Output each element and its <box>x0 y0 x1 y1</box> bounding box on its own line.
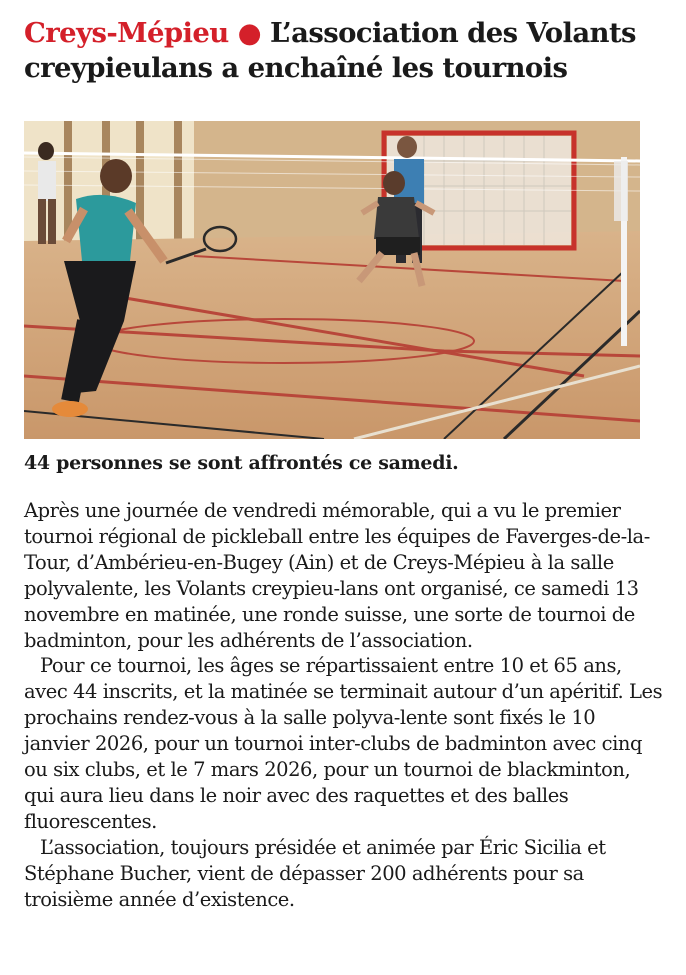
separator-bullet: ● <box>237 17 262 49</box>
article-paragraph: Après une journée de vendredi mémorable, qui a vu le premier tournoi régional de pickleball entre les équipes de Faverges-de-la-Tour, d’Ambérieu-en-Bugey (Ain) et de Creys-Mépieu à la salle polyvalente, les Volants creypieu-lans ont organisé, ce samedi 13 novembre en matinée, une ronde suisse, une sorte de tournoi de badminton, pour les adhérents de l’association. <box>24 499 650 652</box>
location-label: Creys-Mépieu <box>24 17 229 49</box>
article-photo <box>24 121 640 439</box>
badminton-photo-icon <box>24 121 640 439</box>
article-title: L’association des Volants creypieulans a enchaîné les tournois <box>24 17 636 84</box>
article-paragraph: L’association, toujours présidée et animée par Éric Sicilia et Stéphane Bucher, vient de dépasser 200 adhérents pour sa troisième année d’existence. <box>24 835 606 911</box>
article-headline <box>24 16 664 86</box>
article-body <box>24 498 664 913</box>
article-paragraph: Pour ce tournoi, les âges se répartissaient entre 10 et 65 ans, avec 44 inscrits, et la matinée se terminait autour d’un apéritif. Les prochains rendez-vous à la salle polyva-lente sont fixés le 10 janvier 2026, pour un tournoi inter-clubs de badminton avec cinq ou six clubs, et le 7 mars 2026, pour un tournoi de blackminton, qui aura lieu dans le noir avec des raquettes et des balles fluorescentes. <box>24 654 663 833</box>
photo-caption: 44 personnes se sont affrontés ce samedi. <box>24 452 459 474</box>
